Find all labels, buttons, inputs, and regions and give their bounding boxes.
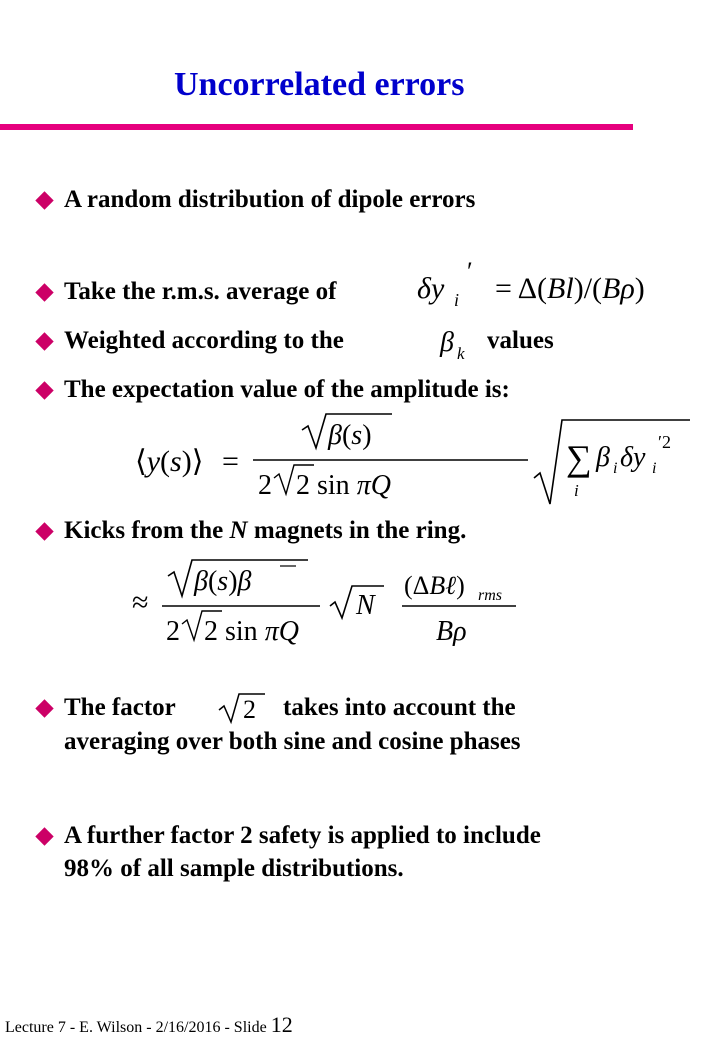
svg-text:⟨y(s)⟩: ⟨y(s)⟩: [135, 445, 204, 478]
svg-text:=: =: [222, 445, 239, 478]
bullet-text-7-line2: 98% of all sample distributions.: [64, 855, 404, 882]
svg-text:δy: δy: [417, 272, 445, 305]
svg-text:∑: ∑: [566, 438, 592, 478]
bullet-marker-3: [35, 332, 53, 350]
svg-text:′: ′: [467, 257, 473, 286]
footer-text: Lecture 7 - E. Wilson - 2/16/2016 - Slide: [5, 1019, 271, 1036]
bullet-text-3-end: values: [487, 327, 554, 354]
svg-text:≈: ≈: [132, 586, 149, 619]
bullet-text-6-start: The factor: [64, 694, 176, 721]
svg-text:2: 2: [243, 695, 256, 724]
svg-text:N: N: [356, 590, 375, 621]
approximate-amplitude-equation: [130, 552, 530, 652]
bullet-text-5-end: magnets in the ring.: [247, 517, 467, 544]
slide-number: 12: [270, 1012, 293, 1037]
svg-text:= Δ(Bl)/(Bρ): = Δ(Bl)/(Bρ): [495, 272, 645, 305]
bullet-marker-7: [35, 827, 53, 845]
svg-text:Bρ: Bρ: [436, 616, 467, 647]
sqrt-two-symbol: [215, 690, 275, 726]
svg-text:β: β: [596, 442, 610, 473]
svg-text:β(s): β(s): [328, 420, 372, 451]
svg-text:δy: δy: [620, 442, 646, 473]
svg-text:2 sin πQ: 2 sin πQ: [204, 616, 299, 647]
bullet-text-7-line1: A further factor 2 safety is applied to include: [64, 822, 541, 849]
bullet-text-2: Take the r.m.s. average of: [64, 278, 337, 305]
svg-text:β: β: [440, 327, 454, 358]
bullet-text-5-start: Kicks from the: [64, 517, 230, 544]
svg-text:k: k: [457, 344, 465, 363]
bullet-text-3-start: Weighted according to the: [64, 327, 344, 354]
svg-text:2: 2: [258, 470, 272, 501]
bullet-text-5-n: N: [229, 517, 248, 544]
svg-text:i: i: [652, 460, 657, 477]
svg-text:i: i: [613, 460, 618, 477]
svg-text:2: 2: [166, 616, 180, 647]
bullet-text-6-end: takes into account the: [283, 694, 516, 721]
svg-text:(ΔBℓ): (ΔBℓ): [404, 571, 465, 600]
title-underline: [0, 124, 633, 130]
svg-text:i: i: [454, 290, 460, 310]
slide-title: Uncorrelated errors: [174, 66, 465, 103]
svg-text:2 sin πQ: 2 sin πQ: [296, 470, 391, 501]
bullet-marker-2: [35, 283, 53, 301]
bullet-marker-5: [35, 522, 53, 540]
bullet-marker-4: [35, 381, 53, 399]
svg-text:rms: rms: [478, 587, 503, 604]
bullet-text-6-line2: averaging over both sine and cosine phases: [64, 728, 521, 755]
beta-k-symbol: [438, 323, 478, 365]
bullet-text-4: The expectation value of the amplitude is:: [64, 376, 510, 403]
svg-text:β(s)β: β(s)β: [194, 566, 252, 597]
bullet-marker-1: [35, 191, 53, 209]
kick-equation: [415, 257, 685, 310]
svg-text:′2: ′2: [658, 432, 671, 452]
svg-text:i: i: [574, 481, 579, 500]
expectation-amplitude-equation: [130, 408, 671, 508]
bullet-text-1: A random distribution of dipole errors: [64, 186, 476, 213]
slide-footer: [5, 1012, 293, 1038]
bullet-text-5: [64, 514, 466, 548]
bullet-marker-6: [35, 699, 53, 717]
